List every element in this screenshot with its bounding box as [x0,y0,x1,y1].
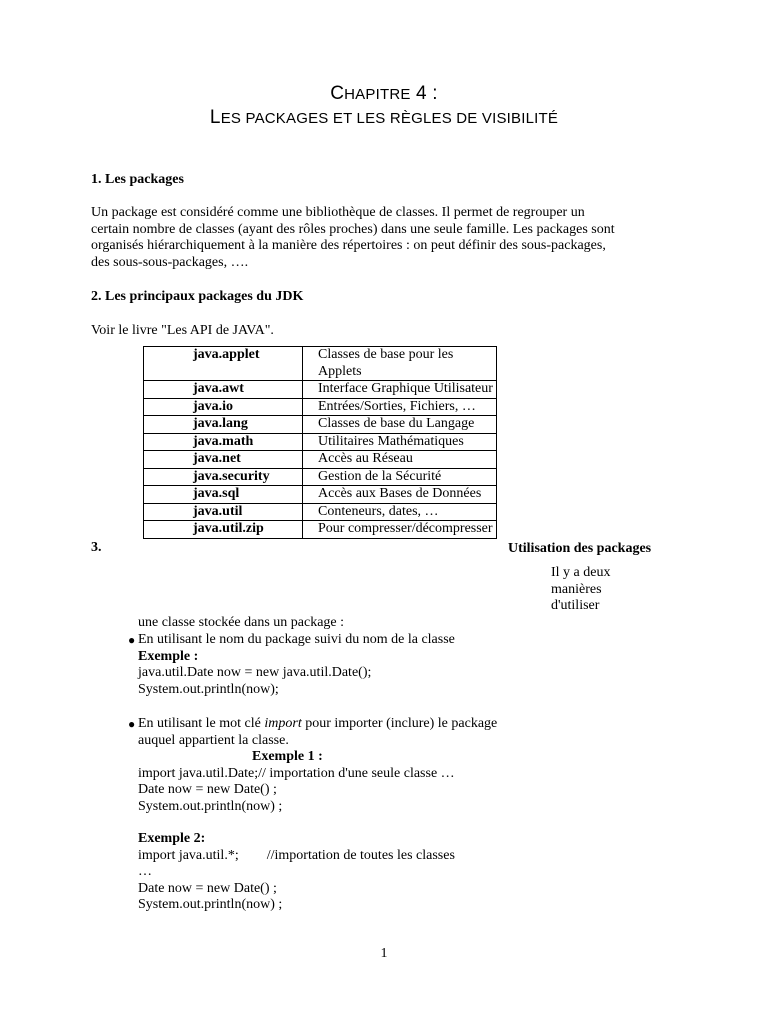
table-row [144,416,497,434]
package-description: Classes de base pour les Applets [303,347,497,381]
package-description: Conteneurs, dates, … [303,503,497,521]
package-description: Accès aux Bases de Données [303,486,497,504]
bullet-icon: ● [128,717,136,731]
package-description: Classes de base du Langage [303,416,497,434]
bullet-2: ● En utilisant le mot clé import pour importer (inclure) le package auquel appartient la classe. Exemple 1 : import java.util.Date;// importation d'une seule classe … Date now = new Date() ; System.out.println(now) ; Exemple 2: import java.util.*; //importation de toutes les classes … Date now = new Date() ; System.out.println(now) ; [128,716,498,912]
package-description: Accès au Réseau [303,451,497,469]
section1-heading: 1. Les packages [91,172,184,187]
table-row [144,381,497,399]
section3-side-text: Il y a deux manières d'utiliser [551,565,611,613]
section3-heading: Utilisation des packages [508,541,652,556]
section3-number: 3. [91,540,102,555]
package-description: Utilitaires Mathématiques [303,433,497,451]
package-name: java.lang [144,416,303,434]
package-name: java.net [144,451,303,469]
table-row [144,503,497,521]
package-name: java.math [144,433,303,451]
package-description: Gestion de la Sécurité [303,468,497,486]
table-row [144,398,497,416]
table-row [144,347,497,381]
package-description: Interface Graphique Utilisateur [303,381,497,399]
bullet-icon: ● [128,633,136,647]
package-name: java.sql [144,486,303,504]
section1-paragraph: Un package est considéré comme une bibliothèque de classes. Il permet de regrouper un certain nombre de classes (ayant des rôles proches) dans une seule famille. Les packages sont organisés hiérarchiquement à la manière des répertoires : on peut définir des sous-packages, des sous-sous-packages, …. [91,205,615,270]
chapter-subtitle: LES PACKAGES ET LES RÈGLES DE VISIBILITÉ [209,107,559,128]
package-description: Pour compresser/décompresser [303,521,497,539]
package-name: java.io [144,398,303,416]
table-row [144,451,497,469]
section2-intro: Voir le livre "Les API de JAVA". [91,323,274,338]
table-row [144,468,497,486]
chapter-title: CHAPITRE 4 : [330,83,438,104]
package-name: java.security [144,468,303,486]
table-row [144,486,497,504]
section2-heading: 2. Les principaux packages du JDK [91,289,304,304]
bullet-1: ● En utilisant le nom du package suivi du nom de la classe Exemple : java.util.Date now = new java.util.Date(); System.out.println(now); [128,632,455,697]
table-row [144,433,497,451]
packages-table [143,346,497,539]
package-name: java.util [144,503,303,521]
table-row [144,521,497,539]
package-name: java.util.zip [144,521,303,539]
package-name: java.awt [144,381,303,399]
package-name: java.applet [144,347,303,381]
section3-continuation: une classe stockée dans un package : [138,615,345,630]
page-number: 1 [380,946,388,961]
package-description: Entrées/Sorties, Fichiers, … [303,398,497,416]
